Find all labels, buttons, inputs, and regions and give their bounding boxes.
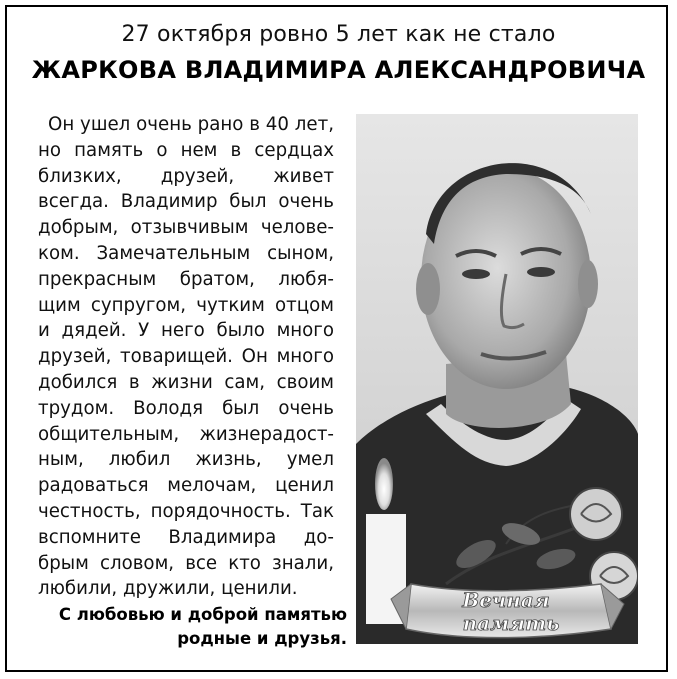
signoff-line-1: С любовью и доброй памятью — [58, 605, 347, 624]
memorial-text: Он ушел очень рано в 40 лет, но память о нем в сердцах близких, друзей, живет всегда. Владимир был очень добрым, отзывчивым человеком. Замечательным сыном, прекрасным братом, любящим супругом, чутким отцом и дядей. У него было много друзей, товарищей. Он много добился в жизни сам, своим трудом. Володя был очень общительным, жизнерадостным, любил жизнь, умел радоваться мелочам, ценил честность, порядочность. Так вспомните Владимира добрым словом, все кто знали, любили, дружили, ценили. — [38, 114, 334, 600]
portrait-photo — [356, 114, 638, 644]
flame-shape — [375, 458, 393, 510]
eternal-memory-ribbon — [391, 584, 624, 638]
ribbon-line-2: память — [462, 611, 560, 635]
ribbon-line-1: Вечная — [462, 588, 550, 612]
signoff — [59, 603, 347, 651]
signoff-line-2: родные и друзья. — [177, 629, 347, 648]
subtitle: 27 октября ровно 5 лет как не стало — [121, 22, 556, 47]
deceased-name: ЖАРКОВА ВЛАДИМИРА АЛЕКСАНДРОВИЧА — [31, 56, 646, 84]
